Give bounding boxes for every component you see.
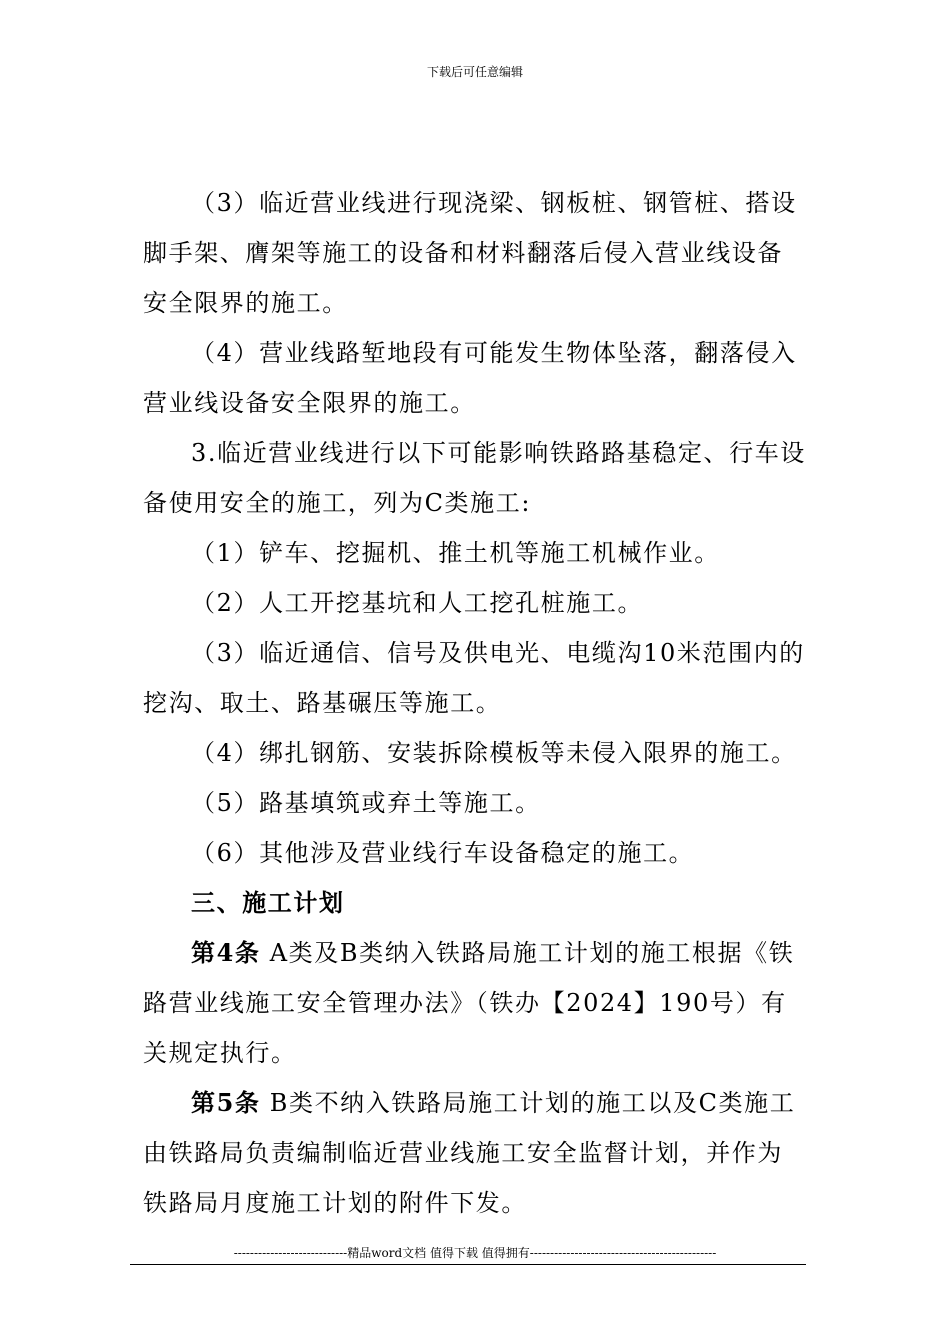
page-header: 下载后可任意编辑 [426,65,523,79]
paragraph-c-item-4: （4）绑扎钢筋、安装拆除模板等未侵入限界的施工。 [191,739,797,767]
paragraph-clause-3: 3.临近营业线进行以下可能影响铁路路基稳定、行车设备使用安全的施工，列为C类施工: [143,439,806,517]
paragraph-c-item-3: （3）临近通信、信号及供电光、电缆沟10米范围内的挖沟、取土、路基碾压等施工。 [143,639,805,717]
article-5-text: B类不纳入铁路局施工计划的施工以及C类施工由铁路局负责编制临近营业线施工安全监督计划，并作为铁路局月度施工计划的附件下发。 [143,1089,796,1217]
paragraph-c-item-2: （2）人工开挖基坑和人工挖孔桩施工。 [191,589,644,617]
section-title: 三、施工计划 [191,888,345,917]
paragraph-c-item-1: （1）铲车、挖掘机、推土机等施工机械作业。 [191,539,720,567]
paragraph-c-item-6: （6）其他涉及营业线行车设备稳定的施工。 [191,839,695,867]
paragraph-item-3: （3）临近营业线进行现浇梁、钢板桩、钢管桩、搭设脚手架、膺架等施工的设备和材料翻落后侵入营业线设备安全限界的施工。 [143,189,797,317]
article-5-label: 第5条 [191,1088,261,1117]
paragraph-item-4: （4）营业线路堑地段有可能发生物体坠落，翻落侵入营业线设备安全限界的施工。 [143,339,797,417]
paragraph-c-item-5: （5）路基填筑或弃土等施工。 [191,789,541,817]
page-footer: ----------------------------精品word文档 值得下载 值得拥有---------------------------------------------- [233,1246,717,1260]
article-4-text: A类及B类纳入铁路局施工计划的施工根据《铁路营业线施工安全管理办法》（铁办【2024】190号）有关规定执行。 [143,939,795,1067]
article-4 [143,928,807,1078]
footer-divider [130,1264,806,1265]
article-5 [143,1078,807,1228]
article-4-label: 第4条 [191,938,261,967]
document-body [143,178,807,1228]
